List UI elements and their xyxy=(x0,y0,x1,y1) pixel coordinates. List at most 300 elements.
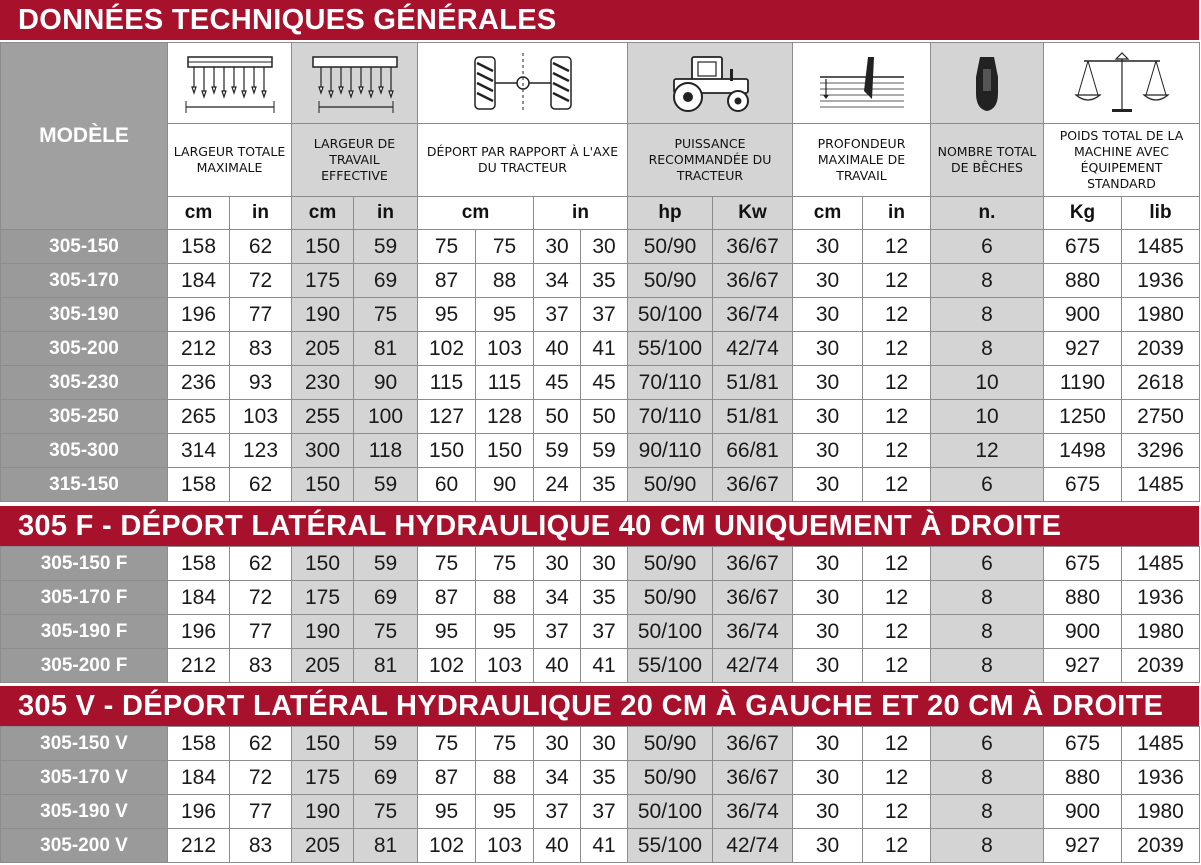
section-banner-f: 305 F - DÉPORT LATÉRAL HYDRAULIQUE 40 CM UNIQUEMENT À DROITE xyxy=(0,506,1199,546)
value-cell: 205 xyxy=(292,332,354,366)
value-cell: 70/110 xyxy=(628,366,713,400)
header-total-width xyxy=(168,124,292,197)
table-row xyxy=(1,581,1200,615)
value-cell: 927 xyxy=(1044,649,1122,683)
header-label-power: PUISSANCE RECOMMANDÉE DU TRACTEUR xyxy=(648,136,772,183)
value-cell: 880 xyxy=(1044,264,1122,298)
icon-cell-total-width xyxy=(168,43,292,124)
header-label-depth: PROFONDEUR MAXIMALE DE TRAVAIL xyxy=(817,136,906,183)
header-depth xyxy=(793,124,931,197)
model-name-cell: 305-150 F xyxy=(1,547,168,581)
unit-cell: in xyxy=(534,197,628,230)
value-cell: 205 xyxy=(292,829,354,863)
value-cell: 35 xyxy=(581,581,628,615)
model-name-cell: 305-170 xyxy=(1,264,168,298)
table-row xyxy=(1,795,1200,829)
table-row xyxy=(1,332,1200,366)
value-cell: 30 xyxy=(793,366,863,400)
value-cell: 12 xyxy=(863,615,931,649)
value-cell: 30 xyxy=(793,581,863,615)
value-cell: 69 xyxy=(354,761,418,795)
working-width-icon xyxy=(307,51,403,115)
data-table-standard xyxy=(0,229,1200,502)
value-cell: 880 xyxy=(1044,761,1122,795)
model-label: MODÈLE xyxy=(39,124,129,147)
value-cell: 34 xyxy=(534,761,581,795)
value-cell: 69 xyxy=(354,581,418,615)
value-cell: 36/67 xyxy=(713,264,793,298)
table-row xyxy=(1,434,1200,468)
value-cell: 30 xyxy=(793,795,863,829)
value-cell: 12 xyxy=(863,795,931,829)
value-cell: 83 xyxy=(230,649,292,683)
unit-cell: hp xyxy=(628,197,713,230)
value-cell: 72 xyxy=(230,264,292,298)
value-cell: 50/90 xyxy=(628,581,713,615)
value-cell: 75 xyxy=(354,795,418,829)
model-name-cell: 305-300 xyxy=(1,434,168,468)
table-row xyxy=(1,761,1200,795)
model-name-cell: 305-190 F xyxy=(1,615,168,649)
value-cell: 1485 xyxy=(1122,727,1200,761)
value-cell: 36/67 xyxy=(713,761,793,795)
value-cell: 36/67 xyxy=(713,468,793,502)
value-cell: 45 xyxy=(534,366,581,400)
value-cell: 81 xyxy=(354,829,418,863)
header-power xyxy=(628,124,793,197)
value-cell: 675 xyxy=(1044,547,1122,581)
header-label-weight: POIDS TOTAL DE LA MACHINE AVEC ÉQUIPEMENT STANDARD xyxy=(1059,128,1184,191)
value-cell: 70/110 xyxy=(628,400,713,434)
value-cell: 36/74 xyxy=(713,615,793,649)
value-cell: 50/90 xyxy=(628,761,713,795)
model-name-cell: 305-250 xyxy=(1,400,168,434)
value-cell: 1190 xyxy=(1044,366,1122,400)
value-cell: 75 xyxy=(476,727,534,761)
value-cell: 36/67 xyxy=(713,230,793,264)
value-cell: 75 xyxy=(418,230,476,264)
header-weight xyxy=(1044,124,1200,197)
value-cell: 34 xyxy=(534,581,581,615)
value-cell: 30 xyxy=(793,547,863,581)
value-cell: 30 xyxy=(793,649,863,683)
value-cell: 90/110 xyxy=(628,434,713,468)
value-cell: 95 xyxy=(476,298,534,332)
value-cell: 212 xyxy=(168,649,230,683)
value-cell: 255 xyxy=(292,400,354,434)
value-cell: 102 xyxy=(418,332,476,366)
value-cell: 128 xyxy=(476,400,534,434)
value-cell: 1936 xyxy=(1122,581,1200,615)
value-cell: 12 xyxy=(863,298,931,332)
value-cell: 50/90 xyxy=(628,264,713,298)
value-cell: 55/100 xyxy=(628,649,713,683)
value-cell: 30 xyxy=(793,829,863,863)
depth-icon xyxy=(814,51,910,115)
value-cell: 12 xyxy=(863,581,931,615)
value-cell: 150 xyxy=(292,230,354,264)
value-cell: 40 xyxy=(534,649,581,683)
value-cell: 8 xyxy=(931,829,1044,863)
value-cell: 927 xyxy=(1044,829,1122,863)
value-cell: 95 xyxy=(418,795,476,829)
value-cell: 88 xyxy=(476,581,534,615)
value-cell: 212 xyxy=(168,332,230,366)
value-cell: 77 xyxy=(230,795,292,829)
value-cell: 190 xyxy=(292,615,354,649)
icon-cell-working-width xyxy=(292,43,418,124)
value-cell: 115 xyxy=(418,366,476,400)
value-cell: 1485 xyxy=(1122,468,1200,502)
value-cell: 37 xyxy=(581,298,628,332)
value-cell: 8 xyxy=(931,298,1044,332)
header-working-width xyxy=(292,124,418,197)
value-cell: 2039 xyxy=(1122,332,1200,366)
value-cell: 1980 xyxy=(1122,615,1200,649)
value-cell: 75 xyxy=(418,727,476,761)
value-cell: 40 xyxy=(534,332,581,366)
header-label-working-width: LARGEUR DE TRAVAIL EFFECTIVE xyxy=(313,136,396,183)
value-cell: 175 xyxy=(292,761,354,795)
value-cell: 1936 xyxy=(1122,761,1200,795)
value-cell: 95 xyxy=(476,795,534,829)
value-cell: 158 xyxy=(168,468,230,502)
value-cell: 62 xyxy=(230,230,292,264)
value-cell: 41 xyxy=(581,649,628,683)
value-cell: 184 xyxy=(168,264,230,298)
value-cell: 236 xyxy=(168,366,230,400)
value-cell: 35 xyxy=(581,264,628,298)
unit-cell: n. xyxy=(931,197,1044,230)
value-cell: 75 xyxy=(354,298,418,332)
value-cell: 196 xyxy=(168,298,230,332)
value-cell: 175 xyxy=(292,264,354,298)
icon-cell-offset xyxy=(418,43,628,124)
value-cell: 196 xyxy=(168,615,230,649)
header-spades xyxy=(931,124,1044,197)
value-cell: 158 xyxy=(168,727,230,761)
value-cell: 37 xyxy=(581,795,628,829)
value-cell: 12 xyxy=(863,727,931,761)
value-cell: 6 xyxy=(931,547,1044,581)
value-cell: 100 xyxy=(354,400,418,434)
value-cell: 37 xyxy=(534,298,581,332)
value-cell: 30 xyxy=(793,727,863,761)
unit-cell: cm xyxy=(292,197,354,230)
value-cell: 51/81 xyxy=(713,400,793,434)
value-cell: 12 xyxy=(863,400,931,434)
value-cell: 90 xyxy=(354,366,418,400)
value-cell: 37 xyxy=(534,795,581,829)
value-cell: 30 xyxy=(581,727,628,761)
tractor-icon xyxy=(662,51,758,115)
table-row xyxy=(1,649,1200,683)
value-cell: 35 xyxy=(581,761,628,795)
value-cell: 900 xyxy=(1044,298,1122,332)
value-cell: 12 xyxy=(863,434,931,468)
value-cell: 103 xyxy=(230,400,292,434)
table-row xyxy=(1,468,1200,502)
data-table-f xyxy=(0,546,1200,683)
value-cell: 1980 xyxy=(1122,298,1200,332)
value-cell: 150 xyxy=(292,727,354,761)
value-cell: 12 xyxy=(863,649,931,683)
value-cell: 102 xyxy=(418,829,476,863)
value-cell: 8 xyxy=(931,332,1044,366)
value-cell: 50/90 xyxy=(628,230,713,264)
value-cell: 50/90 xyxy=(628,468,713,502)
value-cell: 30 xyxy=(581,230,628,264)
value-cell: 50/90 xyxy=(628,727,713,761)
value-cell: 10 xyxy=(931,400,1044,434)
value-cell: 1485 xyxy=(1122,547,1200,581)
value-cell: 118 xyxy=(354,434,418,468)
value-cell: 8 xyxy=(931,649,1044,683)
value-cell: 77 xyxy=(230,298,292,332)
tractor-offset-icon xyxy=(453,51,593,115)
value-cell: 212 xyxy=(168,829,230,863)
value-cell: 62 xyxy=(230,727,292,761)
value-cell: 675 xyxy=(1044,468,1122,502)
value-cell: 50 xyxy=(534,400,581,434)
value-cell: 123 xyxy=(230,434,292,468)
value-cell: 77 xyxy=(230,615,292,649)
value-cell: 37 xyxy=(581,615,628,649)
value-cell: 81 xyxy=(354,332,418,366)
value-cell: 50 xyxy=(581,400,628,434)
value-cell: 30 xyxy=(793,298,863,332)
model-name-cell: 305-150 xyxy=(1,230,168,264)
value-cell: 37 xyxy=(534,615,581,649)
model-name-cell: 305-190 V xyxy=(1,795,168,829)
value-cell: 1250 xyxy=(1044,400,1122,434)
value-cell: 2039 xyxy=(1122,829,1200,863)
value-cell: 675 xyxy=(1044,230,1122,264)
value-cell: 158 xyxy=(168,230,230,264)
value-cell: 314 xyxy=(168,434,230,468)
value-cell: 87 xyxy=(418,264,476,298)
value-cell: 190 xyxy=(292,298,354,332)
value-cell: 50/90 xyxy=(628,547,713,581)
model-name-cell: 305-170 V xyxy=(1,761,168,795)
value-cell: 30 xyxy=(793,332,863,366)
value-cell: 50/100 xyxy=(628,615,713,649)
value-cell: 103 xyxy=(476,829,534,863)
value-cell: 927 xyxy=(1044,332,1122,366)
tiller-width-icon xyxy=(182,51,278,115)
value-cell: 3296 xyxy=(1122,434,1200,468)
value-cell: 87 xyxy=(418,761,476,795)
value-cell: 30 xyxy=(793,468,863,502)
value-cell: 24 xyxy=(534,468,581,502)
value-cell: 880 xyxy=(1044,581,1122,615)
value-cell: 150 xyxy=(476,434,534,468)
page-title: DONNÉES TECHNIQUES GÉNÉRALES xyxy=(0,0,1199,40)
model-name-cell: 305-170 F xyxy=(1,581,168,615)
value-cell: 900 xyxy=(1044,615,1122,649)
unit-cell: cm xyxy=(418,197,534,230)
value-cell: 95 xyxy=(418,298,476,332)
value-cell: 83 xyxy=(230,829,292,863)
value-cell: 8 xyxy=(931,615,1044,649)
value-cell: 675 xyxy=(1044,727,1122,761)
value-cell: 1485 xyxy=(1122,230,1200,264)
value-cell: 72 xyxy=(230,581,292,615)
header-label-offset: DÉPORT PAR RAPPORT À L'AXE DU TRACTEUR xyxy=(426,144,619,175)
value-cell: 36/67 xyxy=(713,547,793,581)
value-cell: 184 xyxy=(168,581,230,615)
value-cell: 184 xyxy=(168,761,230,795)
value-cell: 6 xyxy=(931,727,1044,761)
value-cell: 36/74 xyxy=(713,298,793,332)
model-name-cell: 305-150 V xyxy=(1,727,168,761)
value-cell: 115 xyxy=(476,366,534,400)
value-cell: 1936 xyxy=(1122,264,1200,298)
value-cell: 59 xyxy=(354,727,418,761)
value-cell: 41 xyxy=(581,829,628,863)
model-name-cell: 315-150 xyxy=(1,468,168,502)
value-cell: 55/100 xyxy=(628,332,713,366)
value-cell: 62 xyxy=(230,468,292,502)
model-name-cell: 305-200 V xyxy=(1,829,168,863)
model-name-cell: 305-230 xyxy=(1,366,168,400)
value-cell: 81 xyxy=(354,649,418,683)
value-cell: 30 xyxy=(793,615,863,649)
value-cell: 127 xyxy=(418,400,476,434)
icon-cell-spades xyxy=(931,43,1044,124)
value-cell: 8 xyxy=(931,761,1044,795)
value-cell: 69 xyxy=(354,264,418,298)
value-cell: 36/74 xyxy=(713,795,793,829)
value-cell: 66/81 xyxy=(713,434,793,468)
value-cell: 59 xyxy=(354,547,418,581)
model-name-cell: 305-200 F xyxy=(1,649,168,683)
balance-icon xyxy=(1074,51,1170,115)
value-cell: 2618 xyxy=(1122,366,1200,400)
value-cell: 1980 xyxy=(1122,795,1200,829)
header-offset xyxy=(418,124,628,197)
value-cell: 2039 xyxy=(1122,649,1200,683)
unit-cell: cm xyxy=(168,197,230,230)
value-cell: 175 xyxy=(292,581,354,615)
value-cell: 12 xyxy=(863,761,931,795)
model-column-header xyxy=(1,43,168,230)
value-cell: 196 xyxy=(168,795,230,829)
value-cell: 50/100 xyxy=(628,298,713,332)
value-cell: 40 xyxy=(534,829,581,863)
value-cell: 103 xyxy=(476,649,534,683)
value-cell: 30 xyxy=(793,264,863,298)
value-cell: 12 xyxy=(931,434,1044,468)
table-row xyxy=(1,727,1200,761)
value-cell: 205 xyxy=(292,649,354,683)
value-cell: 6 xyxy=(931,468,1044,502)
value-cell: 30 xyxy=(793,230,863,264)
value-cell: 30 xyxy=(793,434,863,468)
table-row xyxy=(1,264,1200,298)
value-cell: 36/67 xyxy=(713,727,793,761)
value-cell: 190 xyxy=(292,795,354,829)
header-label-spades: NOMBRE TOTAL DE BÊCHES xyxy=(937,144,1037,175)
value-cell: 75 xyxy=(476,547,534,581)
value-cell: 75 xyxy=(418,547,476,581)
value-cell: 95 xyxy=(476,615,534,649)
value-cell: 102 xyxy=(418,649,476,683)
unit-cell: in xyxy=(354,197,418,230)
value-cell: 72 xyxy=(230,761,292,795)
model-name-cell: 305-200 xyxy=(1,332,168,366)
value-cell: 30 xyxy=(534,547,581,581)
unit-cell: in xyxy=(863,197,931,230)
icon-cell-weight xyxy=(1044,43,1200,124)
value-cell: 59 xyxy=(354,468,418,502)
value-cell: 900 xyxy=(1044,795,1122,829)
table-row xyxy=(1,400,1200,434)
header-table xyxy=(0,42,1200,230)
value-cell: 34 xyxy=(534,264,581,298)
value-cell: 59 xyxy=(581,434,628,468)
table-row xyxy=(1,230,1200,264)
value-cell: 50/100 xyxy=(628,795,713,829)
value-cell: 42/74 xyxy=(713,332,793,366)
value-cell: 83 xyxy=(230,332,292,366)
value-cell: 300 xyxy=(292,434,354,468)
value-cell: 62 xyxy=(230,547,292,581)
value-cell: 8 xyxy=(931,795,1044,829)
value-cell: 12 xyxy=(863,332,931,366)
value-cell: 60 xyxy=(418,468,476,502)
value-cell: 87 xyxy=(418,581,476,615)
value-cell: 8 xyxy=(931,581,1044,615)
value-cell: 30 xyxy=(793,400,863,434)
value-cell: 150 xyxy=(418,434,476,468)
value-cell: 103 xyxy=(476,332,534,366)
header-label-total-width: LARGEUR TOTALE MAXIMALE xyxy=(173,144,286,175)
unit-cell: cm xyxy=(793,197,863,230)
value-cell: 12 xyxy=(863,264,931,298)
value-cell: 42/74 xyxy=(713,649,793,683)
value-cell: 265 xyxy=(168,400,230,434)
value-cell: 30 xyxy=(534,727,581,761)
value-cell: 2750 xyxy=(1122,400,1200,434)
unit-cell: lib xyxy=(1122,197,1200,230)
table-row xyxy=(1,298,1200,332)
value-cell: 35 xyxy=(581,468,628,502)
value-cell: 51/81 xyxy=(713,366,793,400)
value-cell: 230 xyxy=(292,366,354,400)
value-cell: 88 xyxy=(476,264,534,298)
value-cell: 42/74 xyxy=(713,829,793,863)
value-cell: 1498 xyxy=(1044,434,1122,468)
data-table-v xyxy=(0,726,1200,863)
unit-cell: in xyxy=(230,197,292,230)
value-cell: 88 xyxy=(476,761,534,795)
value-cell: 12 xyxy=(863,547,931,581)
value-cell: 90 xyxy=(476,468,534,502)
value-cell: 93 xyxy=(230,366,292,400)
value-cell: 8 xyxy=(931,264,1044,298)
value-cell: 158 xyxy=(168,547,230,581)
value-cell: 95 xyxy=(418,615,476,649)
unit-cell: Kg xyxy=(1044,197,1122,230)
value-cell: 75 xyxy=(476,230,534,264)
icon-cell-power xyxy=(628,43,793,124)
value-cell: 36/67 xyxy=(713,581,793,615)
value-cell: 10 xyxy=(931,366,1044,400)
table-row xyxy=(1,829,1200,863)
value-cell: 59 xyxy=(534,434,581,468)
value-cell: 30 xyxy=(793,761,863,795)
